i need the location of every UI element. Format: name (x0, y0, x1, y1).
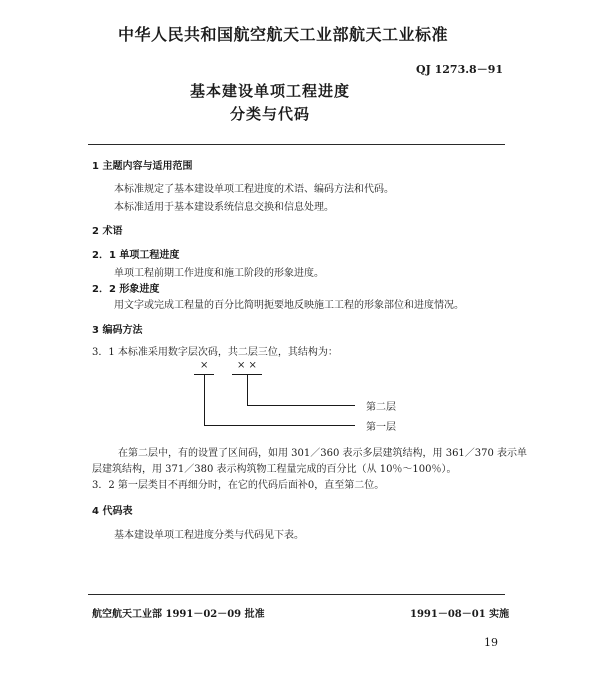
first-level-digit-mark: × (200, 360, 209, 371)
section-1-para-1: 本标准规定了基本建设单项工程进度的术语、编码方法和代码。 (114, 184, 394, 195)
section-4-heading: 4 代码表 (92, 506, 133, 517)
header-divider (88, 144, 505, 145)
section-3-2-text: 3．2 第一层类目不再细分时，在它的代码后面补0，直至第二位。 (92, 480, 385, 491)
label-second-layer: 第二层 (366, 402, 396, 413)
approval-date: 航空航天工业部 1991－02－09 批准 (92, 609, 265, 620)
page-number: 19 (484, 636, 498, 649)
first-level-connector-horizontal (204, 425, 355, 426)
footer-divider (88, 594, 505, 595)
label-first-layer: 第一层 (366, 422, 396, 433)
section-3-note-line-1: 在第二层中，有的设置了区间码，如用 301／360 表示多层建筑结构，用 361／370 表示单 (118, 448, 528, 459)
first-level-connector-vertical (204, 375, 205, 425)
issuing-authority: 中华人民共和国航空航天工业部航天工业标准 (118, 25, 449, 44)
section-2-2-text: 用文字或完成工程量的百分比简明扼要地反映施工工程的形象部位和进度情况。 (114, 300, 464, 311)
second-level-connector-horizontal (247, 405, 355, 406)
section-1-heading: 1 主题内容与适用范围 (92, 161, 193, 172)
effective-date: 1991－08－01 实施 (410, 609, 510, 620)
section-3-1-text: 3．1 本标准采用数字层次码，共二层三位，其结构为： (92, 347, 338, 358)
section-2-1-heading: 2．1 单项工程进度 (92, 250, 180, 261)
standard-code: QJ 1273.8－91 (416, 63, 504, 76)
section-4-text: 基本建设单项工程进度分类与代码见下表。 (114, 530, 304, 541)
section-2-heading: 2 术语 (92, 226, 123, 237)
section-1-para-2: 本标准适用于基本建设系统信息交换和信息处理。 (114, 202, 334, 213)
section-3-heading: 3 编码方法 (92, 325, 143, 336)
document-subtitle: 分类与代码 (229, 105, 310, 123)
section-2-1-text: 单项工程前期工作进度和施工阶段的形象进度。 (114, 268, 324, 279)
section-2-2-heading: 2．2 形象进度 (92, 284, 160, 295)
section-3-note-line-2: 层建筑结构，用 371／380 表示构筑物工程量完成的百分比（从 10％～100％）。 (92, 464, 457, 475)
second-level-connector-vertical (247, 375, 248, 405)
second-level-digit-marks: × × (237, 360, 257, 371)
document-title: 基本建设单项工程进度 (189, 82, 350, 100)
